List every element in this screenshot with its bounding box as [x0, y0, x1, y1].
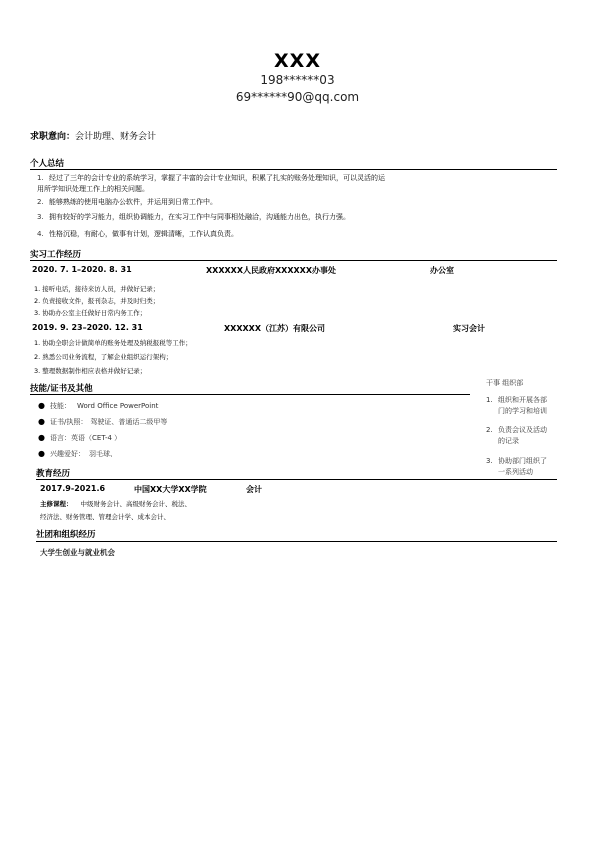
education-major: 会计: [246, 485, 262, 494]
summary-item: 1. 经过了三年的会计专业的系统学习，掌握了丰富的会计专业知识，积累了扎实的账务处理知识，可以灵活的运: [37, 174, 385, 182]
section-title-internship: 实习工作经历: [30, 250, 82, 260]
section-title-skills: 技能/证书及其他: [30, 384, 93, 394]
job-date: 2019. 9. 23–2020. 12. 31: [32, 323, 143, 332]
section-divider: [36, 479, 557, 480]
job-duty: 1. 接听电话，接待来访人员，并做好记录；: [34, 285, 160, 293]
resume-name: XXX: [274, 50, 321, 72]
education-courses: 主修课程： 中级财务会计、高级财务会计、税法、: [40, 500, 191, 508]
job-objective: [30, 129, 156, 142]
summary-item: 3. 拥有较好的学习能力，组织协调能力，在实习工作中与同事相处融洽，沟通能力出色，执行力强。: [37, 213, 350, 221]
summary-item: 4. 性格沉稳，有耐心，做事有计划，逻辑清晰，工作认真负责。: [37, 230, 238, 238]
job-organization: XXXXXX人民政府XXXXXX办事处: [206, 266, 337, 275]
skill-item: ● 证书/执照： 驾驶证、普通话二级甲等: [38, 417, 168, 426]
job-duty: 3. 协助办公室主任做好日常内务工作；: [34, 309, 147, 317]
job-role: 办公室: [430, 266, 454, 275]
email-address: 69******90@qq.com: [235, 90, 360, 104]
job-role: 实习会计: [453, 324, 485, 333]
objective-label: 求职意向：: [30, 132, 76, 142]
education-courses-continued: 经济法、财务管理、管理会计学、成本会计、: [40, 513, 170, 521]
bullet-icon: ●: [38, 401, 45, 410]
activity-item: 大学生创业与就业机会: [40, 548, 115, 557]
skill-item: ● 语言：英语（CET-4 ）: [38, 433, 122, 442]
sidebar-role-title: 干事 组织部: [486, 379, 524, 387]
skill-item: ● 兴趣爱好： 羽毛球、: [38, 449, 117, 458]
sidebar-item: 1. 组织和开展各部 门的学习和培训: [486, 396, 547, 415]
education-school: 中国XX大学XX学院: [134, 485, 207, 494]
skill-item: ● 技能： Word Office PowerPoint: [38, 401, 159, 410]
courses-label: 主修课程：: [40, 500, 73, 508]
bullet-icon: ●: [38, 433, 45, 442]
sidebar-item: 2. 负责会议及活动 的记录: [486, 426, 547, 445]
job-duty: 2. 负责接收文件，报刊杂志，并及时归类；: [34, 297, 160, 305]
sidebar-item: 3. 协助部门组织了 一系列活动: [486, 457, 547, 476]
bullet-icon: ●: [38, 417, 45, 426]
phone-number: 198******03: [260, 73, 335, 87]
section-title-education: 教育经历: [36, 469, 71, 479]
job-duty: 2. 熟悉公司业务流程，了解企业组织运行架构；: [34, 353, 173, 361]
job-duty: 1. 协助全职会计做简单的账务处理及纳税报税等工作；: [34, 339, 192, 347]
objective-value: 会计助理、财务会计: [75, 132, 157, 142]
bullet-icon: ●: [38, 449, 45, 458]
section-divider: [30, 260, 557, 261]
section-title-activities: 社团和组织经历: [36, 530, 96, 540]
education-date: 2017.9-2021.6: [40, 484, 106, 493]
job-organization: XXXXXX（江苏）有限公司: [224, 324, 326, 333]
job-duty: 3. 整理数据制作相应表格并做好记录；: [34, 367, 147, 375]
section-divider: [36, 541, 557, 542]
summary-item-continuation: 用所学知识处理工作上的相关问题。: [37, 185, 149, 193]
section-divider: [30, 169, 557, 170]
job-date: 2020. 7. 1–2020. 8. 31: [32, 265, 132, 274]
section-divider: [30, 394, 470, 395]
section-title-summary: 个人总结: [30, 159, 65, 169]
summary-item: 2. 能够熟练的使用电脑办公软件，并运用到日常工作中。: [37, 198, 217, 206]
